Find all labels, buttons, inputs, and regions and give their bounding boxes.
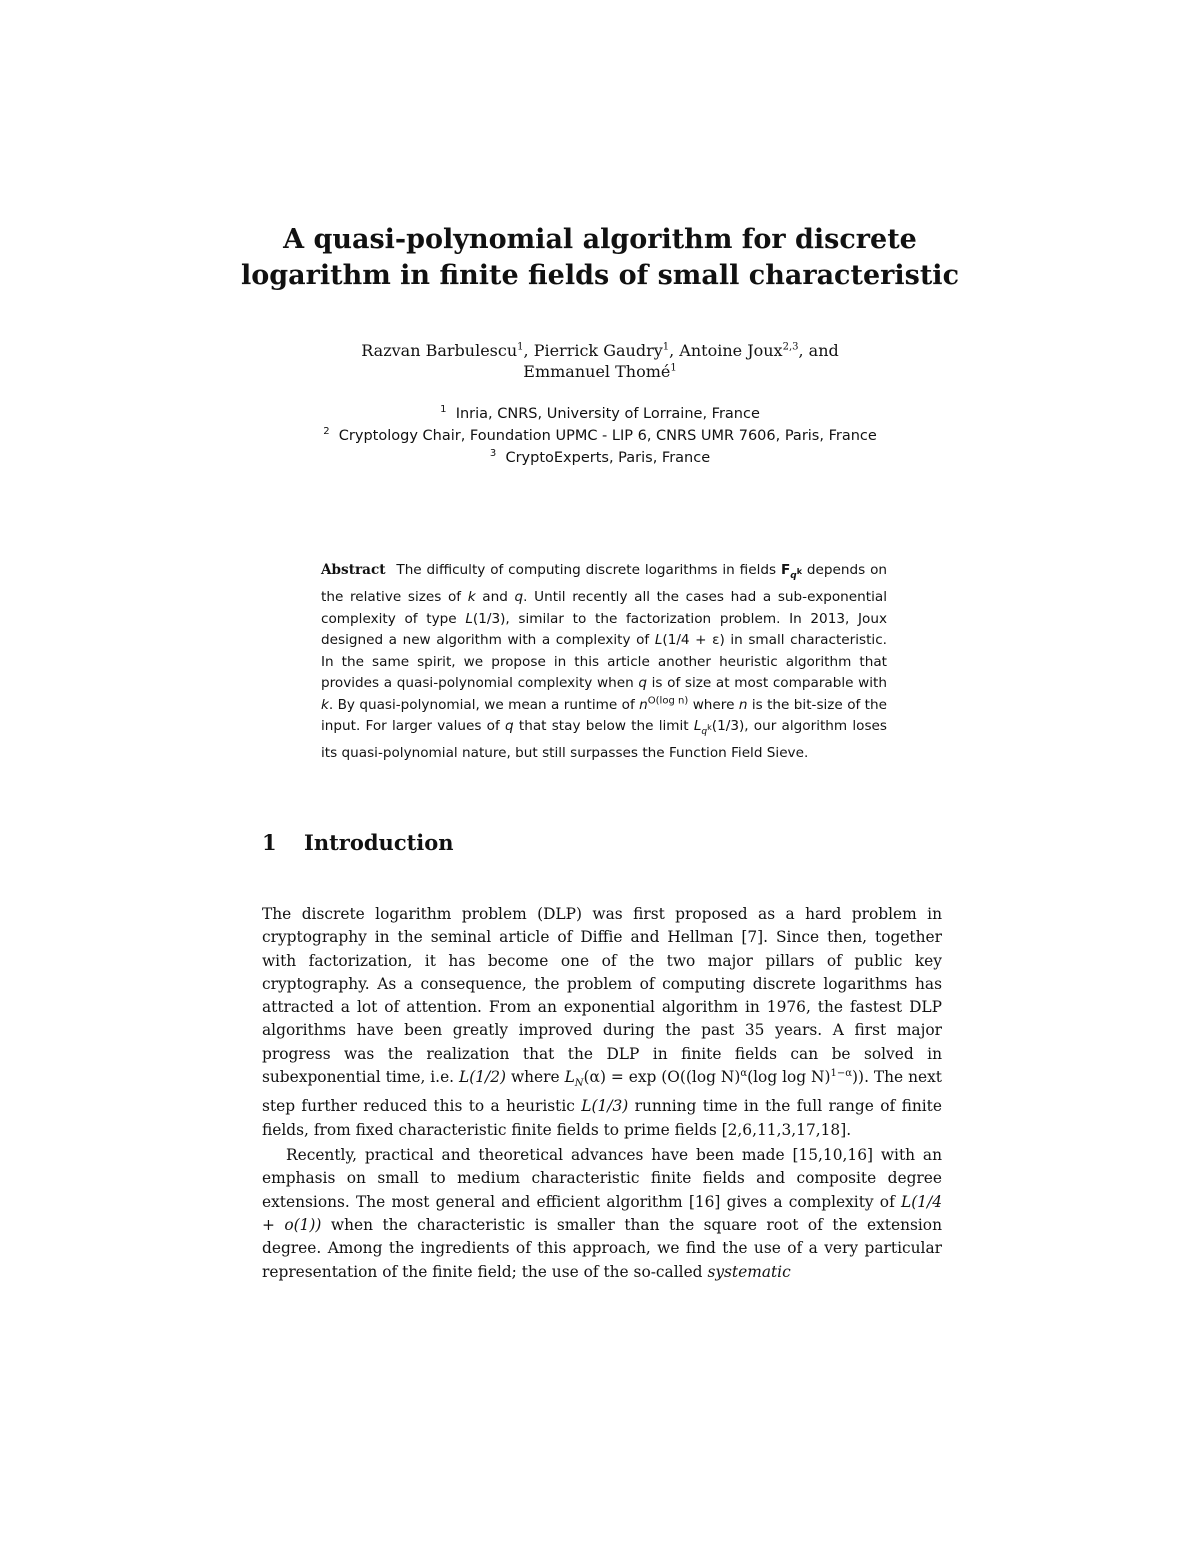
author-list [0, 340, 1200, 382]
affiliation-number: 2 [323, 426, 330, 438]
math-subscript: N [574, 1078, 584, 1090]
abstract-text: . Until recently all the cases had a sub-exponential complexity of type [321, 589, 887, 627]
math-expr: exp (O((log N) [628, 1068, 741, 1087]
field-subscript-exponent: k [796, 566, 803, 576]
math-arg: (1/4 + ε) [662, 632, 725, 649]
math-subscript: q [701, 726, 708, 737]
abstract-text: , our algorithm loses its quasi-polynomial nature, but still surpasses the Function Field Sieve. [321, 718, 888, 762]
author-name: Antoine Joux [679, 341, 783, 360]
math-var: q [505, 718, 514, 735]
field-subscript: q [790, 570, 797, 581]
author-affil-mark: 2,3 [782, 341, 799, 353]
author-name: Razvan Barbulescu [361, 341, 518, 360]
math-expr: (log log N) [747, 1068, 831, 1087]
math-subscript-exponent: k [707, 722, 712, 732]
paper-title [0, 222, 1200, 294]
title-line-2: logarithm in finite fields of small characteristic [240, 260, 960, 291]
section-heading [262, 830, 962, 855]
affiliation-number: 3 [489, 448, 497, 460]
abstract-text: in small characteristic. In the same spirit, we propose in this article another heuristic algorithm that provides a quasi-polynomial complexity when [321, 632, 887, 692]
author-affil-mark: 1 [517, 341, 524, 353]
math-var: q [638, 675, 647, 692]
math-exponent: O(log n) [647, 695, 689, 707]
title-line-1: A quasi-polynomial algorithm for discrete [283, 224, 917, 255]
affiliation-text: Cryptology Chair, Foundation UPMC - LIP 6, CNRS UMR 7606, Paris, France [338, 428, 877, 444]
paragraph-text: Recently, practical and theoretical advances have been made [15,10,16] with an emphasis on small to medium characteristic finite fields and composite degree extensions. The most general and efficient algorithm [16] gives a complexity of [262, 1146, 942, 1211]
affiliation-list [0, 403, 1200, 469]
abstract-text: and [482, 589, 508, 606]
paragraph-text: The discrete logarithm problem (DLP) was first proposed as a hard problem in cryptography in the seminal article of Diffie and Hellman [7]. Since then, together with factorization, it has become one of the two major pillars of public key cryptography. As a consequence, the problem of computing discrete logarithms has attracted a lot of attention. From an exponential algorithm in 1976, the fastest DLP algorithms have been greatly improved during the past 35 years. A first major progress was the realization that the DLP in finite fields can be solved in subexponential time, i.e. [262, 905, 942, 1087]
paragraph-text: . The next step further reduced this to a heuristic [262, 1068, 942, 1116]
paragraph-text: where [510, 1068, 560, 1087]
paragraph [262, 1144, 942, 1284]
math-expr: L(1/2) [459, 1068, 507, 1087]
author-and: and [808, 341, 839, 360]
abstract-heading: Abstract [321, 562, 386, 578]
paragraph-text: running time in the full range of finite fields, from fixed characteristic finite fields to prime fields [2,6,11,3,17,18]. [262, 1097, 942, 1139]
field-letter: F [780, 562, 791, 578]
math-var: n [738, 696, 748, 713]
authors-line-2 [0, 361, 1200, 382]
finite-field-symbol [780, 562, 803, 581]
author-name: Pierrick Gaudry [533, 341, 663, 360]
math-var: L [465, 610, 473, 627]
author-affil-mark: 1 [662, 341, 670, 353]
affiliation-item [0, 403, 1200, 425]
abstract-text: where [692, 696, 735, 713]
paragraph-text: when the characteristic is smaller than the square root of the extension degree. Among the ingredients of this approach, we find the use of a very particular representation of the finite field; the use of the so-called [262, 1215, 942, 1281]
math-var: L [564, 1068, 575, 1087]
abstract-text: is of size at most comparable with [651, 675, 887, 692]
emphasized-term: systematic [707, 1262, 791, 1281]
abstract-text: that stay below the limit [518, 718, 689, 735]
abstract [321, 560, 887, 765]
authors-line-1: Razvan Barbulescu$^1$, Pierrick Gaudry$^1$, Antoine Joux$^{2,3}$, and [361, 341, 839, 360]
math-expr: L(1/4 + o(1)) [262, 1192, 942, 1234]
math-expr: )) [852, 1068, 865, 1087]
math-var: n [639, 696, 648, 713]
math-exponent: α [740, 1067, 748, 1079]
affiliation-item [0, 425, 1200, 447]
math-arg: (1/3) [711, 718, 745, 735]
affiliation-text: Inria, CNRS, University of Lorraine, France [455, 406, 760, 422]
abstract-text: . By quasi-polynomial, we mean a runtime of [328, 696, 635, 713]
body-text [262, 903, 942, 1284]
section-title: Introduction [304, 830, 454, 855]
math-exponent: 1−α [830, 1067, 853, 1079]
abstract-text: depends on the relative sizes of [321, 562, 887, 606]
paragraph [262, 903, 942, 1142]
math-arg: (1/3) [472, 610, 506, 627]
abstract-text: , similar to the factorization problem. In 2013, Joux designed a new algorithm with a complexity of [321, 610, 887, 649]
section-number: 1 [262, 830, 277, 855]
math-expr: L(1/3) [581, 1097, 629, 1116]
math-var: L [654, 632, 663, 649]
abstract-text: The difficulty of computing discrete logarithms in fields [396, 562, 777, 578]
author-name: Emmanuel Thomé [523, 362, 671, 381]
math-var: L [693, 718, 702, 735]
affiliation-number: 1 [440, 404, 447, 416]
math-arg: (α) = [583, 1068, 624, 1087]
affiliation-item [0, 447, 1200, 469]
math-var: q [514, 589, 524, 606]
abstract-text: is the bit-size of the input. For larger values of [321, 696, 887, 735]
math-var: k [467, 589, 476, 606]
affiliation-text: CryptoExperts, Paris, France [505, 450, 711, 466]
author-affil-mark: 1 [670, 362, 677, 374]
math-var: k [321, 696, 329, 713]
